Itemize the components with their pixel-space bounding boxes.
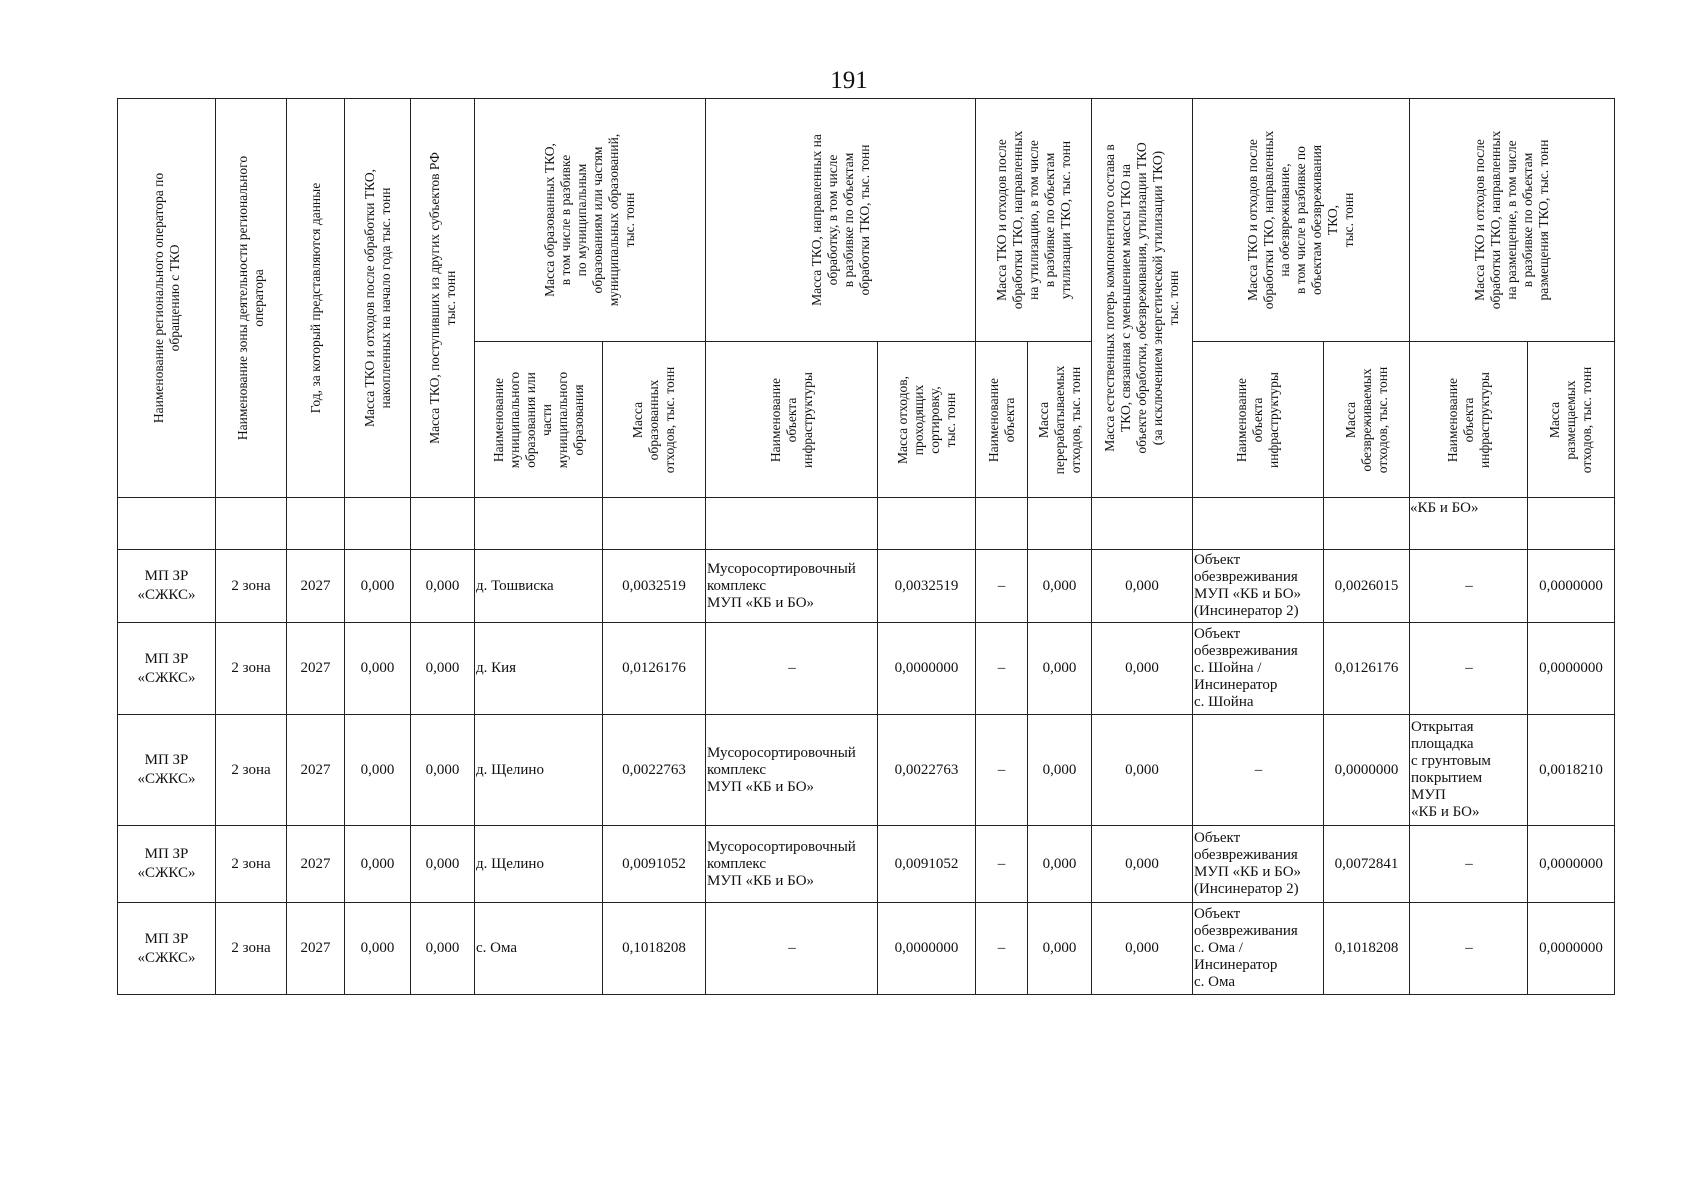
cell-municipality: с. Ома xyxy=(475,903,603,995)
cell-natural-loss: 0,000 xyxy=(1092,550,1193,623)
header-row-1 xyxy=(118,99,1615,342)
cell-neutralization-mass: 0,1018208 xyxy=(1324,903,1410,995)
cell-placement-mass: 0,0000000 xyxy=(1528,826,1615,903)
cell-accumulated: 0,000 xyxy=(345,550,411,623)
header-neutralization-group: Масса ТКО и отходов после обработки ТКО, направленных на обезвреживание, в том числе в разбивке по объектам обезвреживания ТКО, тыс. тонн xyxy=(1193,99,1410,342)
header-formed-group: Масса образованных ТКО, в том числе в разбивке по муниципальным образованиям или частям муниципальных образований, тыс. тонн xyxy=(475,99,706,342)
table-row xyxy=(118,715,1615,826)
cell-zone: 2 зона xyxy=(216,715,287,826)
cell-processing-object: – xyxy=(706,903,878,995)
header-processing-mass: Масса отходов, проходящих сортировку, тыс. тонн xyxy=(878,342,976,498)
cell-utilization-mass: 0,000 xyxy=(1028,550,1092,623)
cell-placement-mass: 0,0000000 xyxy=(1528,550,1615,623)
cell-operator: МП ЗР «СЖКС» xyxy=(118,550,216,623)
header-placement-mass: Масса размещаемых отходов, тыс. тонн xyxy=(1528,342,1615,498)
cell-neutralization-object: – xyxy=(1193,715,1324,826)
cell-operator: МП ЗР «СЖКС» xyxy=(118,715,216,826)
table-row xyxy=(118,826,1615,903)
cell-neutralization-mass: 0,0000000 xyxy=(1324,715,1410,826)
header-neutralization-obj: Наименование объекта инфраструктуры xyxy=(1193,342,1324,498)
header-neutralization-mass: Масса обезвреживаемых отходов, тыс. тонн xyxy=(1324,342,1410,498)
cell-neutralization-object: Объект обезвреживания МУП «КБ и БО» (Инсинератор 2) xyxy=(1193,826,1324,903)
cell-year: 2027 xyxy=(287,623,345,715)
cell-zone: 2 зона xyxy=(216,826,287,903)
cell-utilization-mass: 0,000 xyxy=(1028,903,1092,995)
cell-processing-object: Мусоросортировочный комплекс МУП «КБ и БО» xyxy=(706,715,878,826)
cell-accumulated: 0,000 xyxy=(345,623,411,715)
cell-natural-loss: 0,000 xyxy=(1092,903,1193,995)
cell-utilization-object: – xyxy=(976,550,1028,623)
cell-placement-mass: 0,0000000 xyxy=(1528,623,1615,715)
cell-utilization-object: – xyxy=(976,826,1028,903)
cell-processing-mass: 0,0022763 xyxy=(878,715,976,826)
cell-processing-mass: 0,0032519 xyxy=(878,550,976,623)
cell-placement-mass: 0,0000000 xyxy=(1528,903,1615,995)
cell-accumulated: 0,000 xyxy=(345,903,411,995)
cell-processing-mass: 0,0000000 xyxy=(878,903,976,995)
cell-utilization-mass: 0,000 xyxy=(1028,826,1092,903)
cell-municipality: д. Щелино xyxy=(475,715,603,826)
header-natural-loss: Масса естественных потерь компонентного состава в ТКО, связанная с уменьшением массы ТКО на объекте обработки, обезвреживания, утилизации ТКО (за исключением энергетической утилизации ТКО) тыс. тонн xyxy=(1092,99,1193,498)
header-processing-group: Масса ТКО, направленных на обработку, в том числе в разбивке по объектам обработки ТКО, тыс. тонн xyxy=(706,99,976,342)
cell-processing-object: Мусоросортировочный комплекс МУП «КБ и БО» xyxy=(706,826,878,903)
cell-neutralization-mass: 0,0072841 xyxy=(1324,826,1410,903)
cell-placement-object: – xyxy=(1410,550,1528,623)
cell-municipality: д. Кия xyxy=(475,623,603,715)
cell-neutralization-mass: 0,0126176 xyxy=(1324,623,1410,715)
cell-operator: МП ЗР «СЖКС» xyxy=(118,623,216,715)
cell-zone: 2 зона xyxy=(216,550,287,623)
cell-utilization-mass: 0,000 xyxy=(1028,715,1092,826)
table-row xyxy=(118,903,1615,995)
continuation-row xyxy=(118,498,1615,550)
cell-incoming: 0,000 xyxy=(411,903,475,995)
cell-accumulated: 0,000 xyxy=(345,715,411,826)
cell-placement-object: – xyxy=(1410,826,1528,903)
cell-year: 2027 xyxy=(287,826,345,903)
cell-placement-mass: 0,0018210 xyxy=(1528,715,1615,826)
cell-incoming: 0,000 xyxy=(411,550,475,623)
waste-data-table xyxy=(117,98,1615,995)
cell-year: 2027 xyxy=(287,903,345,995)
cell-zone: 2 зона xyxy=(216,903,287,995)
cell-placement-object: – xyxy=(1410,623,1528,715)
cell-neutralization-object: Объект обезвреживания с. Шойна / Инсинератор с. Шойна xyxy=(1193,623,1324,715)
cell-processing-mass: 0,0091052 xyxy=(878,826,976,903)
cell-processing-object: – xyxy=(706,623,878,715)
cell-natural-loss: 0,000 xyxy=(1092,715,1193,826)
cell-utilization-object: – xyxy=(976,903,1028,995)
table-row xyxy=(118,550,1615,623)
cell-neutralization-object: Объект обезвреживания МУП «КБ и БО» (Инсинератор 2) xyxy=(1193,550,1324,623)
header-utilization-group: Масса ТКО и отходов после обработки ТКО, направленных на утилизацию, в том числе в разбивке по объектам утилизации ТКО, тыс. тонн xyxy=(976,99,1092,342)
header-formed-mass: Масса образованных отходов, тыс. тонн xyxy=(603,342,706,498)
cell-natural-loss: 0,000 xyxy=(1092,623,1193,715)
table-row xyxy=(118,623,1615,715)
cell-formed-mass: 0,0126176 xyxy=(603,623,706,715)
cell-incoming: 0,000 xyxy=(411,715,475,826)
cell-year: 2027 xyxy=(287,550,345,623)
cell-operator: МП ЗР «СЖКС» xyxy=(118,826,216,903)
cell-placement-object: Открытая площадка с грунтовым покрытием МУП «КБ и БО» xyxy=(1410,715,1528,826)
cell-formed-mass: 0,0032519 xyxy=(603,550,706,623)
cell-neutralization-object: Объект обезвреживания с. Ома / Инсинератор с. Ома xyxy=(1193,903,1324,995)
cell-neutralization-mass: 0,0026015 xyxy=(1324,550,1410,623)
cell-formed-mass: 0,0022763 xyxy=(603,715,706,826)
cell-processing-mass: 0,0000000 xyxy=(878,623,976,715)
cell-utilization-object: – xyxy=(976,715,1028,826)
header-mass-accumulated: Масса ТКО и отходов после обработки ТКО, накопленных на начало года тыс. тонн xyxy=(345,99,411,498)
cell-processing-object: Мусоросортировочный комплекс МУП «КБ и БО» xyxy=(706,550,878,623)
cell-utilization-object: – xyxy=(976,623,1028,715)
header-operator: Наименование регионального оператора по обращению с ТКО xyxy=(118,99,216,498)
header-utilization-mass: Масса перерабатываемых отходов, тыс. тонн xyxy=(1028,342,1092,498)
cell-incoming: 0,000 xyxy=(411,826,475,903)
cell-placement-object: – xyxy=(1410,903,1528,995)
cell-formed-mass: 0,0091052 xyxy=(603,826,706,903)
header-mass-incoming: Масса ТКО, поступивших из других субъектов РФ тыс. тонн xyxy=(411,99,475,498)
cell-operator: МП ЗР «СЖКС» xyxy=(118,903,216,995)
cell-accumulated: 0,000 xyxy=(345,826,411,903)
cell-utilization-mass: 0,000 xyxy=(1028,623,1092,715)
header-utilization-obj: Наименование объекта xyxy=(976,342,1028,498)
cell-incoming: 0,000 xyxy=(411,623,475,715)
header-formed-mo-name: Наименование муниципального образования или части муниципального образования xyxy=(475,342,603,498)
cell-year: 2027 xyxy=(287,715,345,826)
header-zone: Наименование зоны деятельности регионального оператора xyxy=(216,99,287,498)
cell-formed-mass: 0,1018208 xyxy=(603,903,706,995)
cell-natural-loss: 0,000 xyxy=(1092,826,1193,903)
continuation-text: «КБ и БО» xyxy=(1410,498,1528,550)
header-placement-group: Масса ТКО и отходов после обработки ТКО, направленных на размещение, в том числе в разбивке по объектам размещения ТКО, тыс. тонн xyxy=(1410,99,1615,342)
page-number: 191 xyxy=(830,67,868,94)
cell-zone: 2 зона xyxy=(216,623,287,715)
header-processing-obj: Наименование объекта инфраструктуры xyxy=(706,342,878,498)
cell-municipality: д. Тошвиска xyxy=(475,550,603,623)
header-placement-obj: Наименование объекта инфраструктуры xyxy=(1410,342,1528,498)
cell-municipality: д. Щелино xyxy=(475,826,603,903)
header-year: Год, за который представляются данные xyxy=(287,99,345,498)
